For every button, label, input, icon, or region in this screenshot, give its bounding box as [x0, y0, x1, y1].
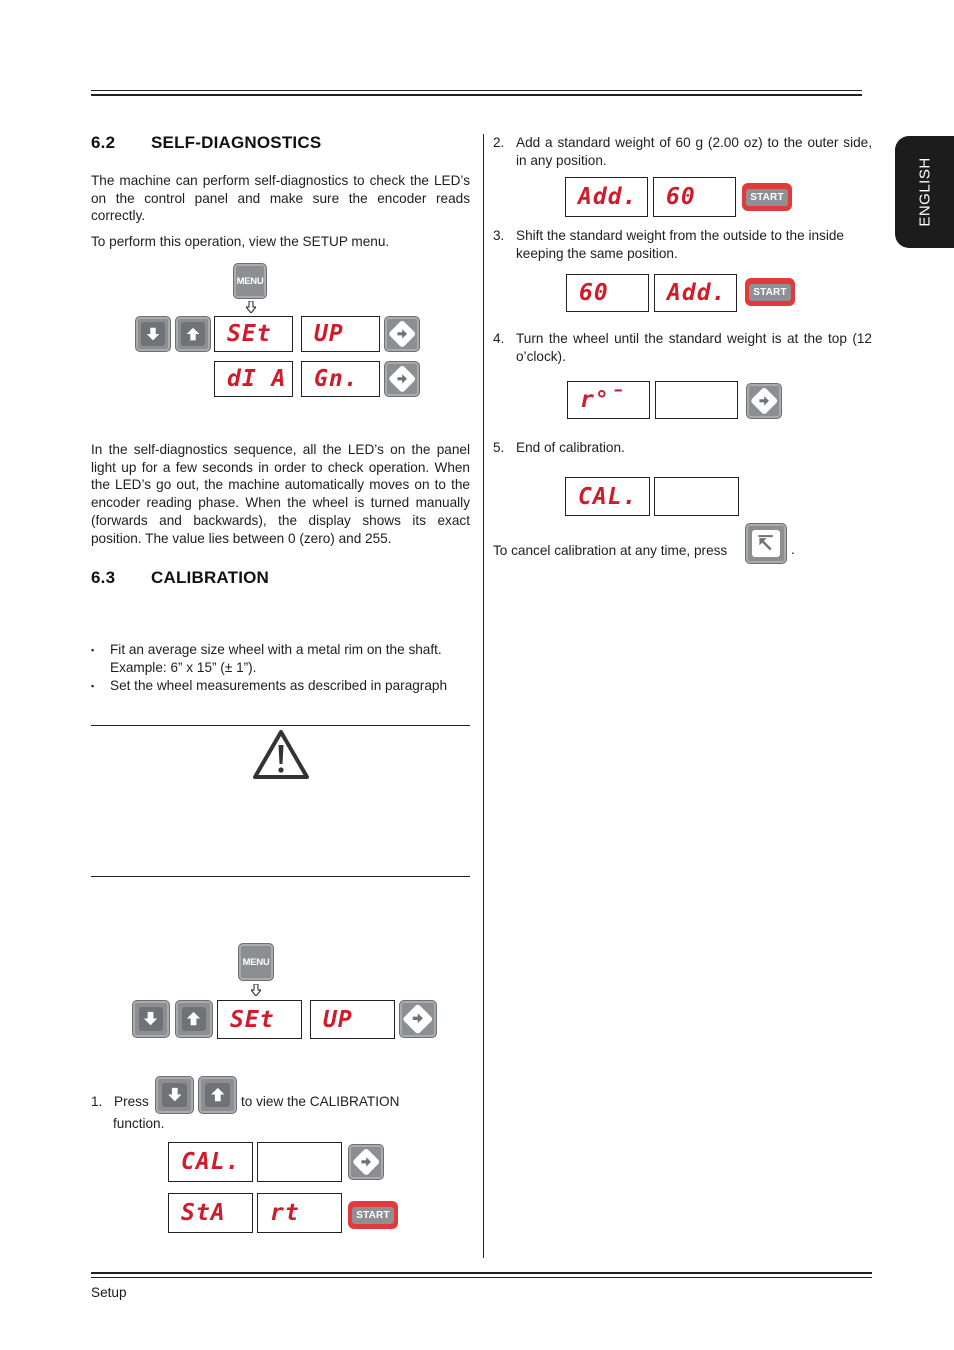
- step-text: to view the CALIBRATION: [241, 1094, 400, 1109]
- section-heading-self-diagnostics: [91, 133, 321, 153]
- menu-key[interactable]: MENU: [238, 943, 274, 981]
- start-button[interactable]: [742, 183, 792, 211]
- step-number: 2.: [493, 135, 505, 150]
- arrow-up-icon: [184, 1009, 203, 1028]
- step-text-cont: function.: [113, 1116, 165, 1131]
- display-right: Gn.: [301, 361, 380, 397]
- warning-rule-bottom: [91, 876, 470, 877]
- enter-icon: [756, 393, 772, 409]
- arrow-up-icon: [208, 1085, 228, 1104]
- step-text: Add a standard weight of 60 g (2.00 oz) to the outer side, in any position.: [516, 135, 872, 168]
- display-left: SEt: [214, 316, 293, 352]
- arrow-down-icon: [141, 1009, 160, 1028]
- display-left: CAL.: [168, 1142, 253, 1182]
- up-key[interactable]: [198, 1076, 237, 1114]
- language-tab: [895, 136, 954, 248]
- section-title: CALIBRATION: [151, 568, 270, 587]
- step-text: Shift the standard weight from the outside to the inside keeping the same position.: [516, 228, 844, 261]
- list-item: ▪ Set the wheel measurements as described in paragraph: [91, 677, 471, 695]
- enter-icon: [358, 1154, 374, 1170]
- display-left: Add.: [565, 177, 648, 217]
- step-2: [493, 134, 873, 170]
- step-1: [91, 1093, 470, 1133]
- display-right: [655, 381, 738, 419]
- display-left: 60: [566, 274, 649, 312]
- display-right: [257, 1142, 342, 1182]
- start-button[interactable]: [745, 278, 795, 306]
- escape-arrow-icon: [755, 533, 776, 554]
- display-right: Add.: [654, 274, 737, 312]
- arrow-up-icon: [184, 325, 202, 343]
- display-left: dI A: [214, 361, 293, 397]
- step-press-label: Press: [114, 1094, 149, 1109]
- enter-key[interactable]: [399, 1000, 437, 1038]
- enter-key[interactable]: [746, 383, 782, 419]
- section-number: 6.2: [91, 133, 116, 152]
- display-right: 60: [653, 177, 736, 217]
- display-right: UP: [301, 316, 380, 352]
- self-diag-description: In the self-diagnostics sequence, all the LED’s on the panel light up for a few seconds in order to check operation. When the LED’s go out, the machine automatically moves on to the encoder reading phase. When the wheel is turned manually (forwards and backwards), the display shows its exact position. The value lies between 0 (zero) and 255.: [91, 442, 470, 546]
- language-tab-label: ENGLISH: [916, 157, 933, 227]
- warning-rule-top: [91, 725, 470, 726]
- footer-rule-top: [91, 1272, 872, 1274]
- step-number: 3.: [493, 228, 505, 243]
- warning-icon: [252, 729, 310, 780]
- arrow-down-icon: [165, 1085, 185, 1104]
- enter-icon: [410, 1011, 427, 1028]
- header-rule-top: [91, 90, 862, 91]
- list-item: ▪ Fit an average size wheel with a metal rim on the shaft. Example: 6” x 15” (± 1”).: [91, 641, 471, 677]
- self-diag-intro: The machine can perform self-diagnostics to check the LED’s on the control panel and make sure the encoder reads correctly.: [91, 173, 470, 224]
- down-arrow-icon: [246, 301, 256, 313]
- step-text: Turn the wheel until the standard weight is at the top (12 o’clock).: [516, 331, 872, 364]
- start-button-label: START: [746, 189, 788, 206]
- step-3: [493, 227, 873, 263]
- enter-key[interactable]: [348, 1144, 384, 1180]
- down-key[interactable]: [135, 316, 171, 352]
- display-left: StA: [168, 1193, 253, 1233]
- display-right: rt: [257, 1193, 342, 1233]
- footer-label: Setup: [91, 1285, 127, 1300]
- step-4: [493, 330, 873, 366]
- section-title: SELF-DIAGNOSTICS: [151, 133, 322, 152]
- calibration-bullets: [91, 641, 471, 695]
- cancel-text: To cancel calibration at any time, press: [493, 543, 728, 558]
- step-number: 4.: [493, 331, 505, 346]
- column-divider: [483, 134, 484, 1258]
- step-5: [493, 439, 873, 457]
- display-left: r°ˉ: [567, 381, 650, 419]
- down-key[interactable]: [155, 1076, 194, 1114]
- arrow-down-icon: [144, 325, 162, 343]
- enter-icon: [394, 371, 410, 387]
- up-key[interactable]: [175, 1000, 213, 1038]
- footer-rule-bottom: [91, 1277, 872, 1278]
- down-arrow-icon: [251, 984, 261, 996]
- cancel-text-end: .: [791, 542, 795, 557]
- enter-key[interactable]: [384, 316, 420, 352]
- start-button[interactable]: [348, 1201, 398, 1229]
- escape-key[interactable]: [745, 523, 787, 564]
- self-diag-instruction: To perform this operation, view the SETUP menu.: [91, 234, 390, 249]
- enter-icon: [394, 326, 410, 342]
- display-right: [654, 477, 739, 516]
- menu-key[interactable]: MENU: [233, 263, 267, 299]
- display-right: UP: [310, 1000, 395, 1039]
- up-key[interactable]: [175, 316, 211, 352]
- display-left: CAL.: [565, 477, 650, 516]
- display-left: SEt: [217, 1000, 302, 1039]
- down-key[interactable]: [132, 1000, 170, 1038]
- section-heading-calibration: [91, 568, 269, 588]
- start-button-label: START: [352, 1207, 394, 1224]
- start-button-label: START: [749, 284, 791, 301]
- section-number: 6.3: [91, 568, 116, 587]
- step-text: End of calibration.: [516, 440, 625, 455]
- header-rule-bottom: [91, 94, 862, 96]
- enter-key[interactable]: [384, 361, 420, 397]
- step-number: 1.: [91, 1094, 103, 1109]
- step-number: 5.: [493, 440, 505, 455]
